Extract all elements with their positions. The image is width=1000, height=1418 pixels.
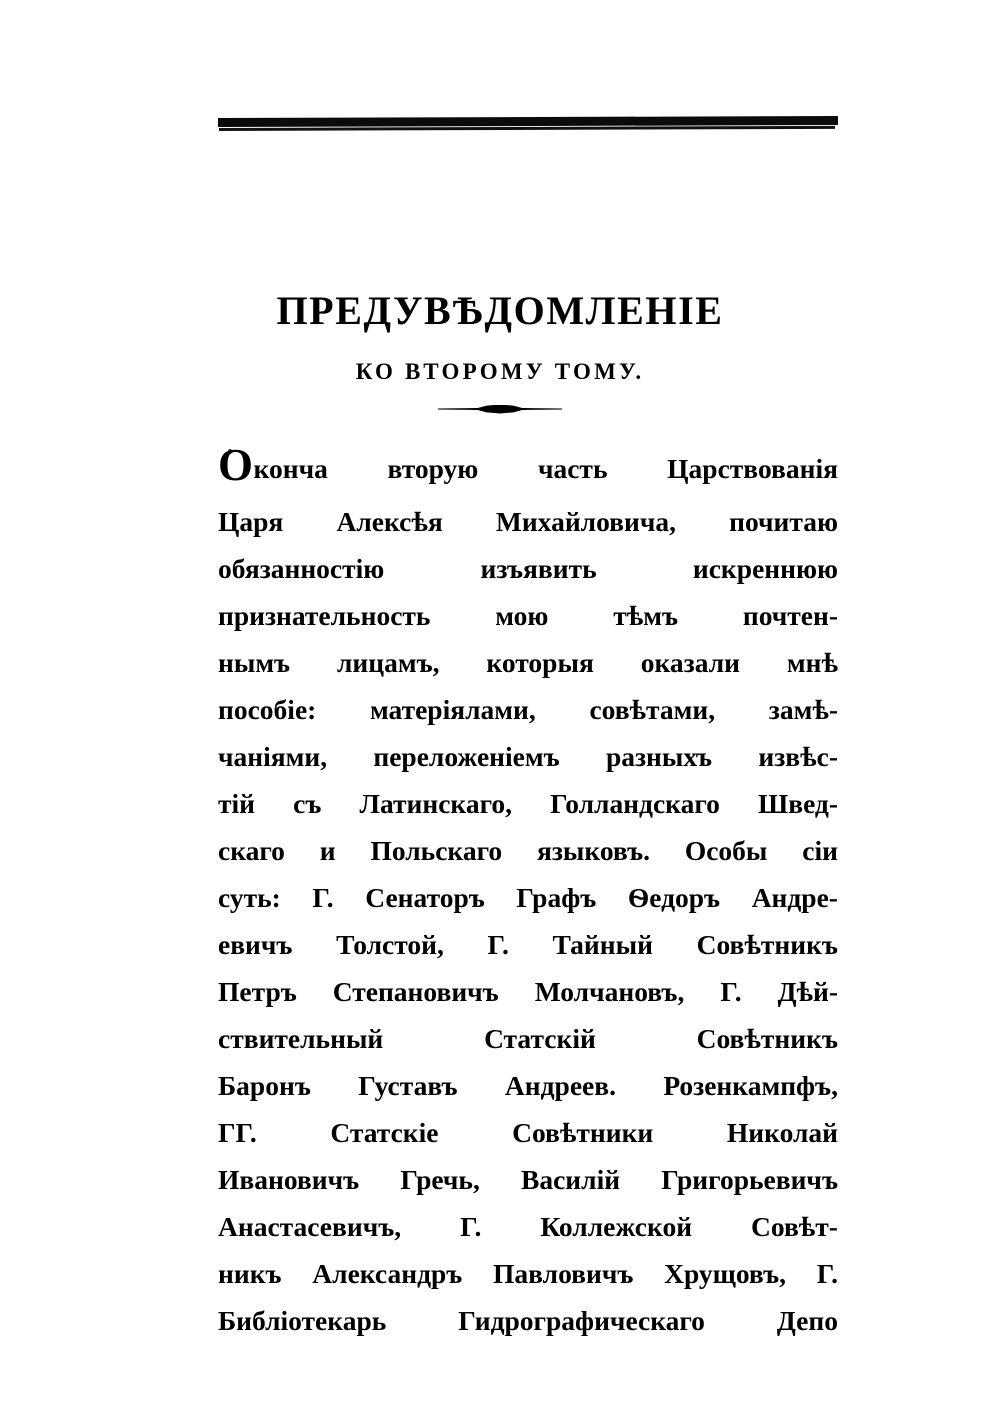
body-line (218, 1203, 838, 1250)
word: Петръ (218, 976, 297, 1007)
body-line (218, 921, 838, 968)
word: матеріялами, (370, 694, 536, 725)
word: Молчановъ, (534, 976, 685, 1007)
word: обязанностію (218, 553, 385, 584)
word: Царя (218, 506, 284, 537)
word: скаго (218, 835, 285, 866)
word: почтен- (742, 600, 838, 631)
body-line-words (218, 1203, 838, 1250)
word: тѣмъ (613, 600, 679, 631)
word: почитаю (729, 506, 838, 537)
word: Совѣт- (751, 1211, 838, 1242)
word: чаніями, (218, 741, 328, 772)
word: Алексѣя (336, 506, 443, 537)
body-line (218, 780, 838, 827)
body-line-words (218, 686, 838, 733)
body-line (218, 440, 838, 498)
spindle-shape (438, 404, 562, 415)
word: искреннюю (692, 553, 838, 584)
word: Г. (487, 929, 509, 960)
word: никъ (218, 1258, 282, 1289)
page-subtitle: КО ВТОРОМУ ТОМУ. (355, 359, 645, 384)
word: Василій (521, 1164, 621, 1195)
body-line (218, 592, 838, 639)
word: вторую (387, 453, 479, 484)
body-line (218, 827, 838, 874)
word: Библіотекарь (218, 1305, 387, 1336)
word: которыя (486, 647, 594, 678)
body-line (218, 498, 838, 545)
drop-cap-initial: О (218, 440, 254, 490)
word: сіи (802, 835, 838, 866)
word: оказали (640, 647, 740, 678)
word: Николай (726, 1117, 838, 1148)
word: Коллежской (540, 1211, 693, 1242)
word: Тайный (552, 929, 653, 960)
word: мою (495, 600, 549, 631)
word: Гречь, (400, 1164, 480, 1195)
body-line (218, 1015, 838, 1062)
body-line-words (218, 639, 838, 686)
body-line-words (218, 874, 838, 921)
body-line (218, 545, 838, 592)
word: разныхъ (605, 741, 713, 772)
word: суть: (218, 882, 281, 913)
body-line (218, 1297, 838, 1344)
word: Дѣй- (777, 976, 838, 1007)
body-line-words (218, 545, 838, 592)
word: Ивановичъ (218, 1164, 360, 1195)
body-line-words (218, 1015, 838, 1062)
word: переложеніемъ (373, 741, 560, 772)
body-line (218, 733, 838, 780)
word: Г. (460, 1211, 482, 1242)
word: нымъ (218, 647, 291, 678)
word: часть (537, 453, 608, 484)
body-line (218, 1062, 838, 1109)
body-text-block (218, 440, 838, 1344)
word: признательность (218, 600, 431, 631)
body-line-words (218, 733, 838, 780)
page-title: ПРЕДУВѢДОМЛЕНІЕ (276, 288, 724, 333)
word: Гидрографическаго (458, 1305, 705, 1336)
word: Андре- (751, 882, 838, 913)
word: тій (218, 788, 255, 819)
word: Депо (776, 1305, 838, 1336)
word: языковъ. (536, 835, 650, 866)
word: и (319, 835, 336, 866)
word: евичъ (218, 929, 293, 960)
body-line-words (218, 1062, 838, 1109)
word: Степановичъ (332, 976, 499, 1007)
word: Анастасевичъ, (218, 1211, 402, 1242)
word: ствительный (218, 1023, 384, 1054)
word: Ѳедоръ (627, 882, 721, 913)
body-line-words (254, 440, 838, 498)
word: Андреев. (504, 1070, 616, 1101)
word: Статскіе (330, 1117, 439, 1148)
word: Совѣтникъ (696, 929, 838, 960)
body-line (218, 1109, 838, 1156)
word: ГГ. (218, 1117, 257, 1148)
word: Голландскаго (550, 788, 720, 819)
word: съ (293, 788, 322, 819)
word: извѣс- (758, 741, 838, 772)
word: пособіе: (218, 694, 317, 725)
body-line-words (218, 968, 838, 1015)
word: Особы (684, 835, 768, 866)
word: совѣтами, (589, 694, 716, 725)
word: Сенаторъ (365, 882, 485, 913)
body-line (218, 968, 838, 1015)
word: Графъ (516, 882, 597, 913)
top-double-rule (218, 118, 838, 132)
body-line-words (218, 780, 838, 827)
word: мнѣ (786, 647, 838, 678)
body-line-words (218, 1250, 838, 1297)
body-line (218, 686, 838, 733)
word: Г. (312, 882, 334, 913)
word: Польскаго (370, 835, 503, 866)
word: Григорьевичъ (661, 1164, 838, 1195)
word: Баронъ (218, 1070, 311, 1101)
word: Павловичъ (493, 1258, 634, 1289)
word: Статскій (484, 1023, 596, 1054)
word: Михайловичa, (495, 506, 676, 537)
body-line-words (218, 1156, 838, 1203)
word: Густавъ (358, 1070, 458, 1101)
word: Г. (816, 1258, 838, 1289)
body-line-words (218, 592, 838, 639)
word: кончa (253, 453, 328, 484)
body-line (218, 1156, 838, 1203)
word: Г. (720, 976, 742, 1007)
body-line-words (218, 1109, 838, 1156)
body-line-words (218, 827, 838, 874)
body-line-words (218, 1297, 838, 1344)
word: Совѣтникъ (696, 1023, 838, 1054)
word: Латинскаго, (359, 788, 513, 819)
word: лицамъ, (337, 647, 440, 678)
body-line-words (218, 921, 838, 968)
word: изъявить (480, 553, 597, 584)
word: Александръ (312, 1258, 463, 1289)
body-line-words (218, 498, 838, 545)
word: Хрущовъ, (664, 1258, 786, 1289)
body-line (218, 639, 838, 686)
body-line (218, 874, 838, 921)
word: Толстой, (336, 929, 444, 960)
word: Царствованія (667, 453, 838, 484)
word: Швед- (758, 788, 838, 819)
word: Розенкампфъ, (663, 1070, 838, 1101)
word: Совѣтники (512, 1117, 654, 1148)
body-line (218, 1250, 838, 1297)
word: замѣ- (768, 694, 838, 725)
lozenge-divider-ornament (0, 398, 1000, 420)
